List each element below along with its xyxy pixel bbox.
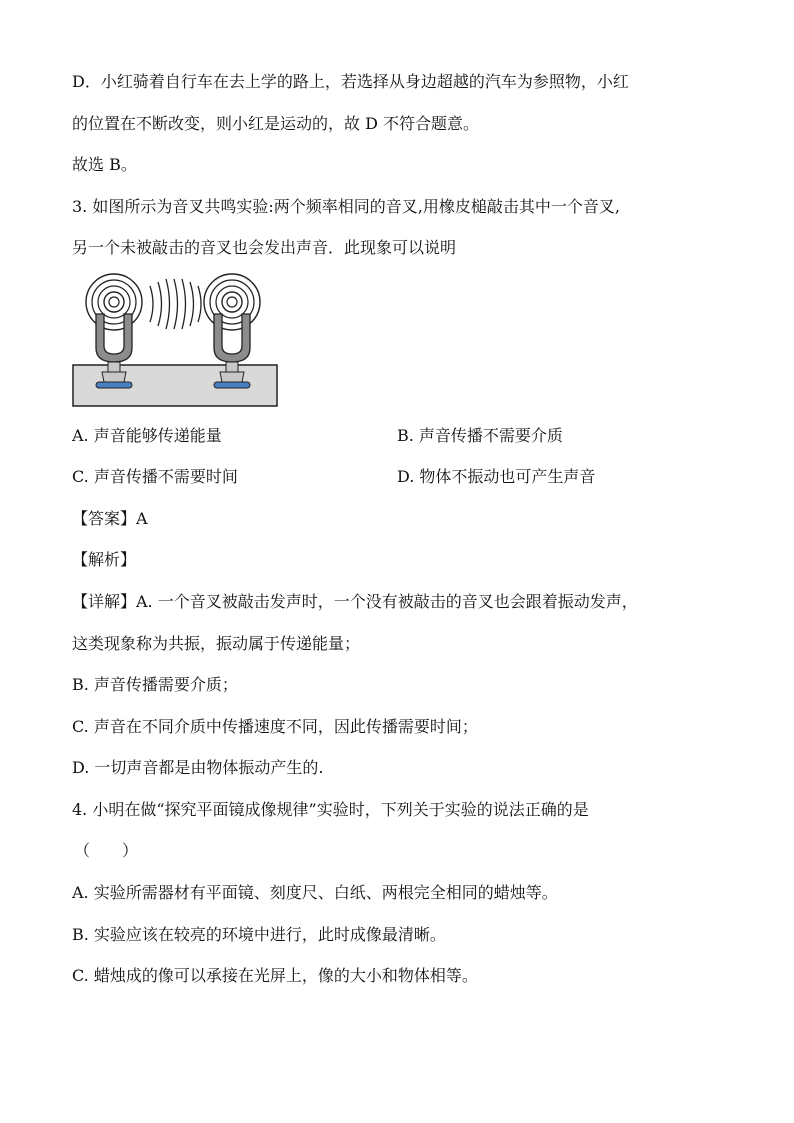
q3-option-b: B. 声音传播不需要介质 xyxy=(397,426,563,445)
q3-option-c: C. 声音传播不需要时间 xyxy=(72,467,238,486)
detail-line-3: B. 声音传播需要介质； xyxy=(72,675,238,694)
text-line-1: D．小红骑着自行车在去上学的路上，若选择从身边超越的汽车为参照物，小红 xyxy=(72,72,629,91)
text-line-2: 的位置在不断改变，则小红是运动的，故 D 不符合题意。 xyxy=(72,114,480,133)
sound-waves-icon xyxy=(150,279,201,329)
q3-option-a: A. 声音能够传递能量 xyxy=(72,426,222,445)
q4-option-a: A. 实验所需器材有平面镜、刻度尺、白纸、两根完全相同的蜡烛等。 xyxy=(72,883,558,902)
tuning-fork-figure xyxy=(72,270,278,408)
detail-line-5: D. 一切声音都是由物体振动产生的. xyxy=(72,758,324,777)
detail-line-2: 这类现象称为共振，振动属于传递能量； xyxy=(72,634,361,653)
question-3-line-2: 另一个未被敲击的音叉也会发出声音．此现象可以说明 xyxy=(72,238,457,257)
q4-option-b: B. 实验应该在较亮的环境中进行，此时成像最清晰。 xyxy=(72,925,446,944)
detail-line-1: 【详解】A. 一个音叉被敲击发声时，一个没有被敲击的音叉也会跟着振动发声， xyxy=(72,592,638,611)
question-4-answer-blank: （ ） xyxy=(74,841,139,860)
analysis-label: 【解析】 xyxy=(72,550,137,569)
answer-label: 【答案】A xyxy=(72,509,148,528)
detail-line-4: C. 声音在不同介质中传播速度不同，因此传播需要时间； xyxy=(72,717,478,736)
q4-option-c: C. 蜡烛成的像可以承接在光屏上，像的大小和物体相等。 xyxy=(72,966,478,985)
question-4-line-1: 4. 小明在做“探究平面镜成像规律”实验时，下列关于实验的说法正确的是 xyxy=(72,800,589,819)
q3-option-d: D. 物体不振动也可产生声音 xyxy=(397,467,596,486)
text-line-3: 故选 B。 xyxy=(72,155,137,174)
tuning-fork-resonance-illustration xyxy=(72,270,278,408)
question-3-line-1: 3. 如图所示为音叉共鸣实验:两个频率相同的音叉,用橡皮槌敲击其中一个音叉, xyxy=(72,197,620,216)
